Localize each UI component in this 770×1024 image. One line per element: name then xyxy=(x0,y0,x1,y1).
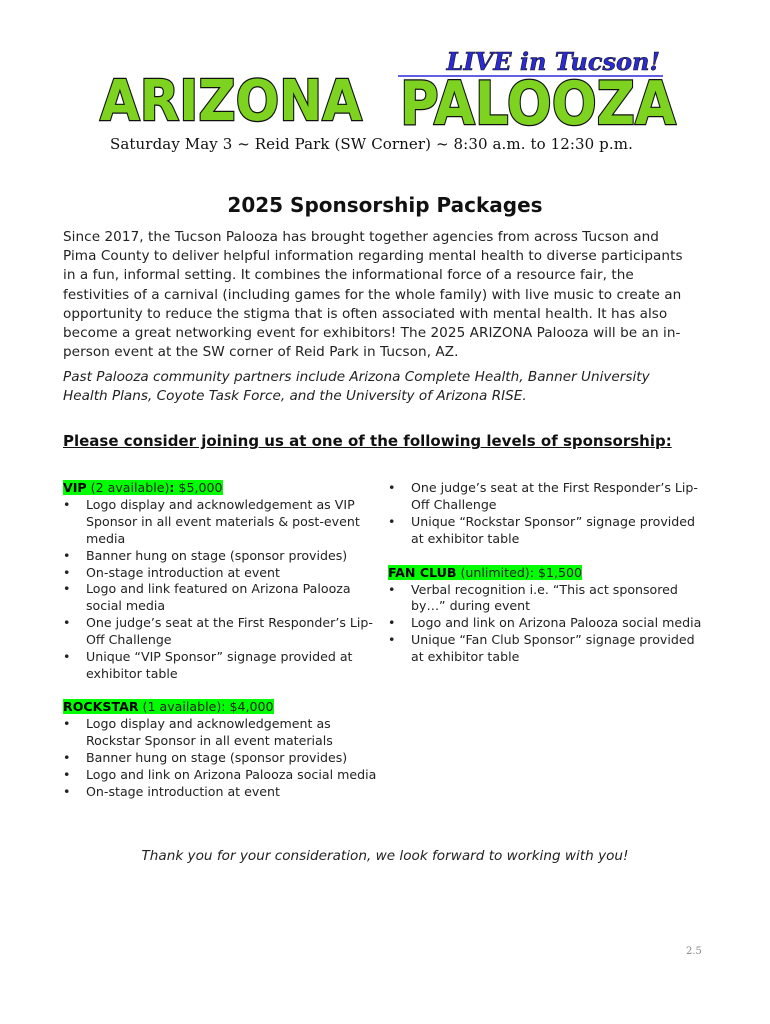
list-item xyxy=(63,548,383,565)
list-item-line: • On-stage introduction at event xyxy=(86,783,280,799)
sponsorship-levels-heading: Please consider joining us at one of the following levels of sponsorship: xyxy=(63,432,672,450)
list-item-line: • Unique “Rockstar Sponsor” signage provided xyxy=(411,513,696,529)
rockstar-tier xyxy=(63,699,393,800)
right-column xyxy=(388,480,708,666)
intro-line: become a great networking event for exhibitors! The 2025 ARIZONA Palooza will be an in- xyxy=(63,325,681,342)
logo-tagline: LIVE in Tucson! xyxy=(446,47,660,76)
intro-paragraph xyxy=(63,228,703,362)
page-title: 2025 Sponsorship Packages xyxy=(227,193,543,217)
vip-highlight xyxy=(63,480,223,495)
list-item xyxy=(388,615,708,632)
list-item-line: • Banner hung on stage (sponsor provides) xyxy=(86,547,348,563)
logo-graphic xyxy=(98,46,680,139)
list-item xyxy=(388,514,708,548)
list-item-line: at exhibitor table xyxy=(411,649,520,665)
partners-line: Health Plans, Coyote Task Force, and the University of Arizona RISE. xyxy=(63,388,527,405)
rockstar-availability-price: (1 available): $4,000 xyxy=(138,699,274,714)
vip-tier-title xyxy=(63,480,383,497)
thank-you-note: Thank you for your consideration, we look forward to working with you! xyxy=(141,848,629,864)
fan-club-highlight xyxy=(388,565,582,580)
list-item-line: • Verbal recognition i.e. “This act sponsored xyxy=(411,581,678,597)
intro-line: person event at the SW corner of Reid Park in Tucson, AZ. xyxy=(63,344,459,361)
intro-line: festivities of a carnival (including games for the whole family) with live music to create an xyxy=(63,286,682,303)
intro-line: Since 2017, the Tucson Palooza has brought together agencies from across Tucson and xyxy=(63,229,659,245)
vip-benefits-list xyxy=(63,497,383,683)
event-details: Saturday May 3 ~ Reid Park (SW Corner) ~ 8:30 a.m. to 12:30 p.m. xyxy=(110,135,633,153)
list-item-line: exhibitor table xyxy=(86,665,178,681)
list-item-line: • Unique “Fan Club Sponsor” signage provided xyxy=(411,632,695,648)
vip-tier xyxy=(63,480,383,683)
vip-name: VIP xyxy=(63,480,87,495)
arizona-palooza-logo xyxy=(98,46,680,139)
vip-price: $5,000 xyxy=(174,480,223,495)
fan-club-tier-title xyxy=(388,565,708,582)
list-item xyxy=(388,632,708,666)
fan-club-availability-price: (unlimited): $1,500 xyxy=(456,564,583,580)
list-item xyxy=(63,750,393,767)
list-item-line: media xyxy=(86,530,126,546)
list-item xyxy=(63,581,383,615)
list-item-line: • Logo display and acknowledgement as VIP xyxy=(86,496,355,512)
intro-line: opportunity to reduce the stigma that is often associated with mental health. It has also xyxy=(63,305,668,322)
fan-club-benefits-list xyxy=(388,582,708,667)
list-item-line: • One judge’s seat at the First Responder’s Lip- xyxy=(411,480,698,495)
list-item xyxy=(63,767,393,784)
list-item-line: • Banner hung on stage (sponsor provides) xyxy=(86,749,348,765)
list-item-line: • Unique “VIP Sponsor” signage provided at xyxy=(86,649,353,665)
rockstar-highlight xyxy=(63,699,274,714)
rockstar-name: ROCKSTAR xyxy=(63,699,139,714)
list-item-line: • Logo and link on Arizona Palooza social media xyxy=(411,615,702,631)
list-item-line: • Logo and link on Arizona Palooza social media xyxy=(86,766,377,782)
fan-club-name: FAN CLUB xyxy=(388,564,457,580)
partners-paragraph xyxy=(63,368,703,406)
list-item-line: • Logo and link featured on Arizona Palooza xyxy=(86,581,351,597)
rockstar-continued-list xyxy=(388,480,708,548)
intro-line: Pima County to deliver helpful information regarding mental health to diverse participants xyxy=(63,248,683,265)
list-item-line: • On-stage introduction at event xyxy=(86,564,280,580)
list-item xyxy=(63,565,383,582)
list-item-line: by…” during event xyxy=(411,598,531,614)
logo-word-palooza: PALOOZA xyxy=(400,69,677,139)
list-item-line: Off Challenge xyxy=(86,632,172,648)
logo-word-arizona: ARIZONA xyxy=(100,69,363,134)
vip-colon: : xyxy=(169,480,175,495)
rockstar-tier-title xyxy=(63,699,393,716)
list-item-line: Rockstar Sponsor in all event materials xyxy=(86,732,333,748)
intro-line: in a fun, informal setting. It combines the informational force of a resource fair, the xyxy=(63,267,634,284)
list-item-line: social media xyxy=(86,598,166,614)
list-item xyxy=(388,582,708,616)
rockstar-benefits-list xyxy=(63,716,393,801)
vip-availability: (2 available) xyxy=(86,480,170,495)
list-item-line: Sponsor in all event materials & post-event xyxy=(86,513,360,529)
list-item xyxy=(63,497,383,548)
list-item xyxy=(63,784,393,801)
list-item-line: Off Challenge xyxy=(411,496,497,512)
list-item xyxy=(63,615,383,649)
list-item xyxy=(63,649,383,683)
list-item-line: at exhibitor table xyxy=(411,530,520,546)
list-item xyxy=(388,480,708,514)
list-item-line: • Logo display and acknowledgement as xyxy=(86,715,331,731)
page-number: 2.5 xyxy=(686,946,702,957)
list-item xyxy=(63,716,393,750)
partners-line: Past Palooza community partners include Arizona Complete Health, Banner University xyxy=(63,369,650,385)
list-item-line: • One judge’s seat at the First Responder’s Lip- xyxy=(86,615,373,631)
